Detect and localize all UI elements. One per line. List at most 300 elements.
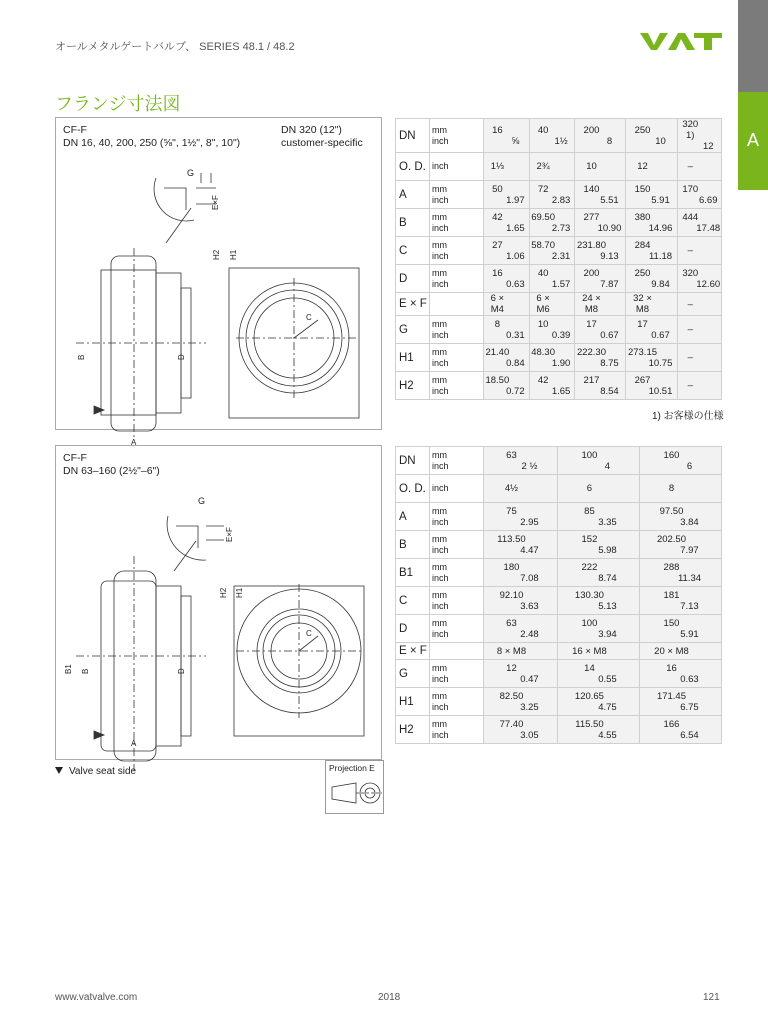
table-cell: [639, 503, 721, 531]
table-cell: [529, 316, 575, 344]
table-cell: [677, 237, 722, 265]
unit-secondary: inch: [432, 673, 449, 684]
table-cell: [484, 559, 558, 587]
cell-value-mm: 273.15: [627, 346, 658, 358]
cell-value-mm: 171.45: [656, 690, 686, 702]
table-cell: [639, 447, 721, 475]
cell-value-inch: 7.08: [520, 572, 539, 584]
cell-value-inch: 3.25: [520, 701, 539, 713]
cell-value-mm: 42: [492, 211, 503, 223]
cell-value-inch: 6.69: [699, 194, 718, 206]
cell-value-mm: 250: [634, 267, 651, 279]
table-cell: [626, 153, 677, 181]
unit-secondary: inch: [432, 385, 449, 396]
cell-value-mm: 267: [634, 374, 651, 386]
table-cell: [484, 475, 558, 503]
fig1-label-custom: customer-specific: [281, 137, 363, 149]
table-row: [396, 293, 722, 316]
table-cell: [575, 181, 626, 209]
table-cell: [484, 153, 530, 181]
cell-value-mm: 181: [663, 589, 680, 601]
cell-value-mm: 20 × M8: [654, 645, 689, 657]
fig1-label-dn320: DN 320 (12"): [281, 124, 342, 136]
dim-exf-1: E×F: [211, 195, 220, 210]
cell-value-inch: 10.51: [648, 385, 673, 397]
cell-value-inch: 10: [655, 135, 666, 147]
row-label: A: [396, 181, 430, 209]
table-cell: [529, 293, 575, 316]
unit-secondary: inch: [432, 135, 449, 146]
unit-secondary: inch: [432, 278, 449, 289]
table-row: [396, 316, 722, 344]
cell-value-mm: 115.50: [575, 718, 604, 730]
cell-value-mm: 140: [583, 183, 600, 195]
table-cell: [626, 316, 677, 344]
cell-value-mm: 6 × M4: [490, 293, 505, 315]
cell-value-inch: 4: [604, 460, 611, 472]
drawing-box-2: [55, 445, 382, 760]
cell-value-mm: 69.50: [531, 211, 555, 223]
cell-value-inch: 5.13: [598, 600, 617, 612]
row-unit: [430, 716, 484, 744]
side-tab-grey: [738, 0, 768, 92]
table-cell: [677, 372, 722, 400]
row-unit: [430, 587, 484, 615]
side-tab-letter: A: [738, 92, 768, 190]
cell-value-inch: 6.75: [680, 701, 699, 713]
table-row: [396, 153, 722, 181]
cell-value-mm: –: [687, 324, 693, 335]
unit-primary: inch: [432, 161, 449, 171]
cell-value-mm: 18.50: [485, 374, 510, 386]
table-cell: [575, 265, 626, 293]
cell-value-inch: 0.55: [598, 673, 617, 685]
cell-value-mm: 250: [634, 124, 651, 136]
unit-primary: mm: [432, 533, 447, 544]
row-label: C: [396, 587, 430, 615]
row-label: H2: [396, 372, 430, 400]
table-cell: [484, 643, 558, 660]
table-cell: [484, 503, 558, 531]
cell-value-mm: 8 × M8: [496, 645, 527, 657]
cell-value-mm: 170: [682, 183, 699, 195]
cell-value-mm: 150: [634, 183, 651, 195]
unit-secondary: inch: [432, 729, 449, 740]
table-row: [396, 265, 722, 293]
table-cell: [529, 153, 575, 181]
cell-value-mm: 77.40: [499, 718, 524, 730]
cell-value-mm: 14: [584, 662, 595, 674]
table-cell: [557, 660, 639, 688]
cell-value-mm: 72: [537, 183, 549, 195]
cell-value-inch: 4.47: [520, 544, 539, 556]
table-cell: [529, 181, 575, 209]
row-label: B: [396, 531, 430, 559]
cell-value-inch: 11.34: [677, 572, 702, 584]
cell-value-mm: 120.65: [574, 690, 604, 702]
cell-value-mm: 1⅓: [490, 161, 504, 172]
table-cell: [484, 181, 530, 209]
table-cell: [529, 237, 575, 265]
cell-value-inch: 3.63: [520, 600, 539, 612]
row-label: DN: [396, 447, 430, 475]
cell-value-mm: 113.50: [497, 533, 526, 545]
cell-value-mm: 16: [492, 124, 503, 136]
unit-secondary: inch: [432, 357, 449, 368]
cell-value-inch: 10.75: [648, 357, 673, 369]
cell-value-inch: 5.91: [680, 628, 699, 640]
table-cell: [677, 153, 722, 181]
cell-value-mm: 200: [583, 267, 600, 279]
table-cell: [484, 344, 530, 372]
table-cell: [626, 372, 677, 400]
cell-value-inch: 8.74: [598, 572, 617, 584]
table-cell: [575, 293, 626, 316]
row-label: D: [396, 265, 430, 293]
cell-value-mm: 10: [586, 161, 597, 172]
footer-url: www.vatvalve.com: [55, 992, 138, 1003]
cell-value-mm: 152: [581, 533, 598, 545]
cell-value-inch: 0.63: [506, 278, 525, 290]
table-cell: [639, 587, 721, 615]
unit-secondary: inch: [432, 572, 449, 583]
table-cell: [484, 716, 558, 744]
row-label: B1: [396, 559, 430, 587]
cell-value-mm: 24 × M8: [582, 293, 601, 315]
table-row: [396, 372, 722, 400]
unit-primary: mm: [432, 183, 447, 194]
cell-value-mm: 2¾: [536, 161, 550, 172]
cell-value-mm: 444: [682, 211, 699, 223]
table-cell: [575, 316, 626, 344]
table-row: [396, 688, 722, 716]
cell-value-inch: 2 ½: [521, 460, 538, 472]
dim-c-2: C: [306, 629, 312, 638]
dimension-table-1: [395, 118, 722, 400]
cell-value-inch: 1.06: [506, 250, 525, 262]
cell-value-mm: 17: [586, 318, 597, 330]
dim-h2-1: H2: [212, 249, 221, 260]
unit-secondary: inch: [432, 516, 449, 527]
cell-value-mm: –: [687, 380, 693, 391]
cell-value-mm: 180: [503, 561, 520, 573]
cell-value-inch: 5.98: [598, 544, 617, 556]
row-label: E × F: [396, 293, 430, 316]
cell-value-mm: 63: [506, 617, 517, 629]
table-cell: [677, 265, 722, 293]
cell-value-inch: 5.51: [600, 194, 619, 206]
table-cell: [639, 559, 721, 587]
unit-primary: mm: [432, 718, 447, 729]
table-row: [396, 660, 722, 688]
cell-value-inch: 7.13: [680, 600, 699, 612]
cell-value-inch: 9.84: [651, 278, 670, 290]
table-cell: [639, 688, 721, 716]
cell-value-inch: ⅝: [511, 135, 520, 147]
cell-value-mm: 288: [663, 561, 680, 573]
cell-value-mm: –: [687, 298, 693, 310]
cell-value-inch: 3.84: [680, 516, 699, 528]
cell-value-inch: 10.90: [597, 222, 622, 234]
section-title: フランジ寸法図: [55, 94, 181, 115]
cell-value-mm: 100: [581, 617, 598, 629]
row-unit: [430, 660, 484, 688]
cell-value-mm: 202.50: [656, 533, 686, 545]
unit-primary: mm: [432, 561, 447, 572]
table-cell: [484, 237, 530, 265]
table-cell: [484, 119, 530, 153]
table-cell: [557, 559, 639, 587]
cell-value-inch: 2.31: [551, 250, 571, 262]
valve-seat-icon: [55, 767, 63, 774]
unit-primary: mm: [432, 662, 447, 673]
cell-value-inch: 8: [606, 135, 613, 147]
dim-b-2: B: [81, 668, 90, 674]
cell-value-inch: 7.97: [680, 544, 699, 556]
cell-value-inch: 12.60: [696, 278, 721, 290]
row-unit: [430, 181, 484, 209]
unit-secondary: inch: [432, 701, 449, 712]
table-cell: [529, 119, 575, 153]
row-label: G: [396, 660, 430, 688]
dim-h1-1: H1: [229, 249, 238, 260]
dim-h1-2: H1: [235, 587, 244, 598]
table-row: [396, 119, 722, 153]
table-cell: [557, 716, 639, 744]
table-cell: [677, 293, 722, 316]
table-cell: [677, 316, 722, 344]
projection-label: Projection E: [329, 763, 375, 773]
cell-value-mm: 160: [663, 449, 680, 461]
cell-value-mm: 166: [663, 718, 680, 730]
table-cell: [484, 447, 558, 475]
cell-value-inch: 8.75: [600, 357, 619, 369]
cell-value-mm: 222: [581, 561, 598, 573]
row-unit: [430, 372, 484, 400]
table-cell: [557, 587, 639, 615]
table-cell: [626, 344, 677, 372]
dim-b1-2: B1: [64, 664, 73, 674]
cell-value-inch: 2.83: [551, 194, 571, 206]
table-row: [396, 344, 722, 372]
cell-value-mm: 85: [584, 505, 595, 517]
cell-value-mm: 380: [634, 211, 651, 223]
table-row: [396, 531, 722, 559]
cell-value-inch: 1½: [554, 135, 568, 147]
cell-value-mm: 92.10: [499, 589, 524, 601]
table-cell: [626, 237, 677, 265]
table-cell: [557, 531, 639, 559]
cell-value-mm: 320: [682, 267, 699, 279]
row-label: D: [396, 615, 430, 643]
cell-value-mm: 48.30: [531, 346, 555, 358]
row-unit: [430, 344, 484, 372]
table-cell: [484, 316, 530, 344]
table-cell: [529, 265, 575, 293]
row-unit: [430, 209, 484, 237]
document-header: オールメタルゲートバルブ、 SERIES 48.1 / 48.2: [55, 41, 295, 53]
table-row: [396, 475, 722, 503]
cell-value-inch: 14.96: [648, 222, 673, 234]
row-unit: [430, 265, 484, 293]
table-cell: [484, 531, 558, 559]
legend-text: Valve seat side: [69, 766, 137, 777]
cell-value-inch: 6.54: [680, 729, 699, 741]
table-cell: [626, 181, 677, 209]
cell-value-inch: 0.47: [520, 673, 539, 685]
cell-value-mm: 21.40: [485, 346, 510, 358]
table-cell: [484, 372, 530, 400]
cell-value-inch: 1.65: [506, 222, 525, 234]
table-cell: [575, 372, 626, 400]
dim-b-1: B: [77, 354, 86, 360]
row-unit: [430, 688, 484, 716]
cell-value-inch: 0.39: [551, 329, 571, 341]
dim-g-2: G: [198, 496, 206, 506]
row-unit: [430, 119, 484, 153]
vat-logo: [640, 30, 725, 52]
unit-primary: mm: [432, 690, 447, 701]
cell-value-inch: 0.67: [651, 329, 670, 341]
table-row: [396, 587, 722, 615]
table-cell: [575, 153, 626, 181]
cell-value-inch: 0.31: [506, 329, 525, 341]
cell-value-mm: 42: [537, 374, 549, 386]
table-cell: [626, 209, 677, 237]
table-cell: [677, 119, 722, 153]
table-cell: [529, 372, 575, 400]
unit-primary: mm: [432, 267, 447, 278]
table-row: [396, 559, 722, 587]
unit-primary: mm: [432, 589, 447, 600]
cell-value-inch: 1.65: [551, 385, 571, 397]
cell-value-inch: 17.48: [696, 222, 721, 234]
cell-value-mm: 82.50: [499, 690, 524, 702]
table-row: [396, 716, 722, 744]
table-row: [396, 503, 722, 531]
cell-value-mm: 284: [634, 239, 651, 251]
row-unit: [430, 237, 484, 265]
cell-value-inch: 3.94: [598, 628, 617, 640]
cell-value-mm: 97.50: [659, 505, 684, 517]
cell-value-inch: 4.55: [598, 729, 617, 741]
cell-value-mm: 12: [506, 662, 517, 674]
footnote: 1) お客様の仕様: [652, 411, 724, 422]
row-label: A: [396, 503, 430, 531]
cell-value-mm: 58.70: [531, 239, 555, 251]
unit-primary: mm: [432, 124, 447, 135]
table-cell: [639, 716, 721, 744]
table-cell: [484, 265, 530, 293]
cell-value-inch: 0.84: [506, 357, 525, 369]
unit-primary: inch: [432, 483, 449, 493]
row-unit: [430, 316, 484, 344]
cell-value-inch: 5.91: [651, 194, 670, 206]
row-label: H1: [396, 344, 430, 372]
table-cell: [484, 615, 558, 643]
fig1-label-type: CF-F: [63, 124, 87, 136]
table-cell: [639, 660, 721, 688]
unit-secondary: inch: [432, 194, 449, 205]
cell-value-inch: 0.72: [506, 385, 525, 397]
fig1-title-right: [281, 124, 363, 150]
cell-value-inch: 1.57: [551, 278, 571, 290]
table-cell: [484, 660, 558, 688]
table-cell: [557, 503, 639, 531]
cell-value-mm: 50: [492, 183, 503, 195]
cell-value-mm: 231.80: [576, 239, 606, 251]
dim-a-2: A: [131, 739, 137, 748]
row-unit: [430, 615, 484, 643]
unit-secondary: inch: [432, 329, 449, 340]
row-label: H2: [396, 716, 430, 744]
fig2-label-type: CF-F: [63, 452, 87, 464]
unit-primary: mm: [432, 318, 447, 329]
flange-drawing-1: [56, 148, 381, 447]
unit-primary: mm: [432, 449, 447, 460]
cell-value-inch: 2.95: [520, 516, 539, 528]
cell-value-mm: 130.30: [574, 589, 604, 601]
row-unit: [430, 503, 484, 531]
table-cell: [677, 181, 722, 209]
row-unit: [430, 475, 484, 503]
table-cell: [575, 209, 626, 237]
cell-value-mm: 320 1): [682, 119, 699, 141]
table-row: [396, 237, 722, 265]
table-row: [396, 447, 722, 475]
cell-value-mm: 6 × M6: [536, 293, 550, 315]
table-cell: [557, 688, 639, 716]
table-cell: [484, 293, 530, 316]
cell-value-mm: 32 × M8: [633, 293, 652, 315]
row-unit: [430, 559, 484, 587]
unit-secondary: inch: [432, 460, 449, 471]
cell-value-inch: 1.90: [551, 357, 571, 369]
table-cell: [677, 344, 722, 372]
cell-value-inch: 3.05: [520, 729, 539, 741]
unit-primary: mm: [432, 239, 447, 250]
fig1-label-sizes: DN 16, 40, 200, 250 (⅝", 1½", 8", 10"): [63, 137, 241, 149]
cell-value-inch: 1.97: [506, 194, 525, 206]
unit-primary: mm: [432, 346, 447, 357]
table-row: [396, 643, 722, 660]
unit-primary: mm: [432, 211, 447, 222]
table-cell: [557, 475, 639, 503]
dim-g-1: G: [187, 168, 195, 178]
cell-value-mm: –: [687, 245, 693, 256]
cell-value-mm: 8: [668, 483, 675, 494]
cell-value-mm: 40: [537, 124, 549, 136]
cell-value-mm: 222.30: [576, 346, 606, 358]
unit-primary: mm: [432, 374, 447, 385]
table-cell: [575, 119, 626, 153]
cell-value-inch: 4.75: [598, 701, 617, 713]
drawing-box-1: [55, 117, 382, 447]
table-cell: [639, 615, 721, 643]
row-unit: [430, 293, 484, 316]
cell-value-mm: 40: [537, 267, 549, 279]
cell-value-inch: 0.63: [680, 673, 699, 685]
table-cell: [529, 209, 575, 237]
cell-value-mm: 16: [492, 267, 503, 279]
fig1-title: [63, 124, 240, 150]
flange-drawing-2: [56, 476, 381, 761]
cell-value-mm: 63: [506, 449, 517, 461]
projection-box: [325, 760, 384, 814]
row-unit: [430, 643, 484, 660]
dim-c-1: C: [306, 313, 312, 322]
unit-secondary: inch: [432, 250, 449, 261]
